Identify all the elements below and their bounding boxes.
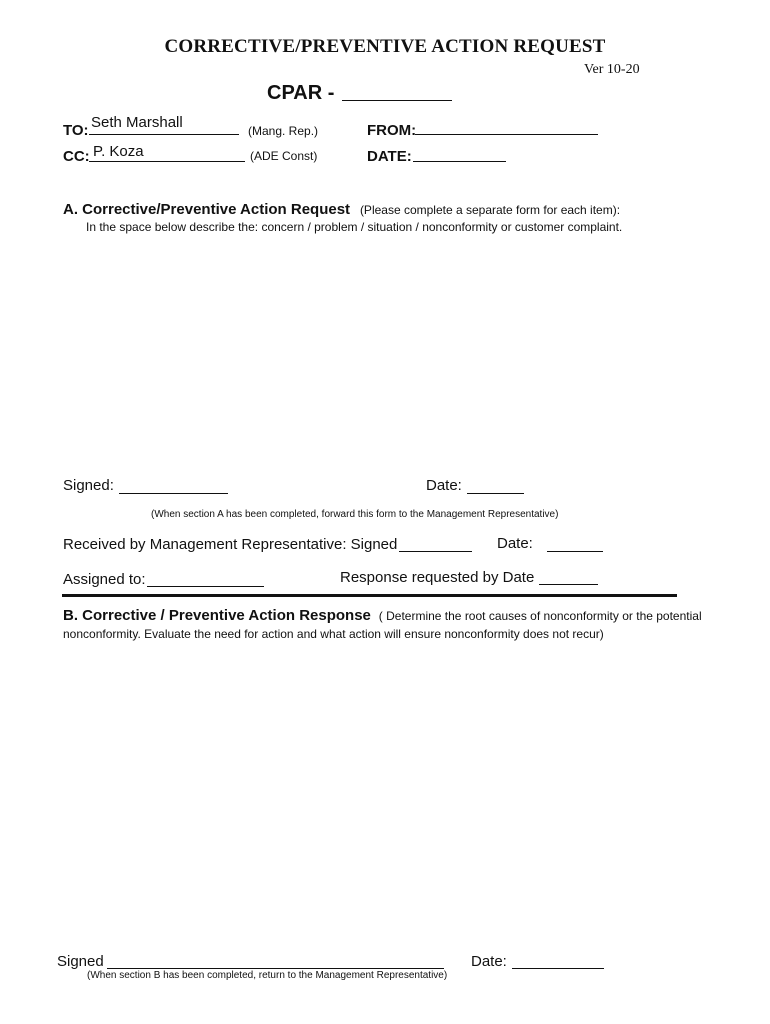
section-a-note: (Please complete a separate form for each item): [359,203,621,217]
section-b-date-label: Date: [471,953,507,970]
section-a-heading-line [63,201,620,218]
received-by-label: Received by Management Representative: Signed [63,536,398,553]
section-b-date-field[interactable] [512,968,604,969]
date-field[interactable] [413,161,506,162]
from-label: FROM: [367,122,417,139]
section-b-signed-label: Signed [57,953,104,970]
section-a-signed-label: Signed: [63,477,114,494]
to-label: TO: [63,122,89,139]
to-role: (Mang. Rep.) [248,124,319,138]
section-a-forward-note: (When section A has been completed, forward this form to the Management Representative) [151,509,559,520]
received-date-label: Date: [497,535,533,552]
section-b-response-area[interactable] [63,650,678,940]
section-b-return-note: (When section B has been completed, return to the Management Representative) [87,970,448,981]
section-b-note: ( Determine the root causes of nonconformity or the potential nonconformity. Evaluate the need for action and what action will ensure nonconformity does not recur) [63,609,702,641]
cpar-number-label: CPAR - [267,82,335,104]
response-date-field[interactable] [539,584,598,585]
section-a-date-field[interactable] [467,493,524,494]
cc-label: CC: [63,148,90,165]
assigned-to-label: Assigned to: [63,571,146,588]
response-requested-label: Response requested by Date [340,569,535,586]
assigned-to-field[interactable] [147,586,264,587]
section-a-date-label: Date: [426,477,462,494]
cc-field-line [89,161,245,162]
version-label: Ver 10-20 [584,62,640,77]
received-signed-field[interactable] [399,551,472,552]
section-b-signed-field[interactable] [107,968,444,969]
cpar-number-field[interactable] [342,100,452,101]
section-b-heading-block [63,607,703,643]
section-divider [62,594,677,597]
section-a-description-area[interactable] [63,240,678,465]
section-b-heading: B. Corrective / Preventive Action Response [63,607,371,624]
to-value[interactable]: Seth Marshall [91,114,183,131]
section-a-instruction: In the space below describe the: concern / problem / situation / nonconformity or customer complaint. [86,220,623,234]
cc-value[interactable]: P. Koza [93,143,144,160]
to-field-line [89,134,239,135]
received-date-field[interactable] [547,551,603,552]
cc-role: (ADE Const) [250,149,318,163]
form-title: CORRECTIVE/PREVENTIVE ACTION REQUEST [164,36,606,57]
section-a-signed-field[interactable] [119,493,228,494]
date-label: DATE: [367,148,412,165]
from-field[interactable] [415,134,598,135]
section-a-heading: A. Corrective/Preventive Action Request [63,201,351,218]
